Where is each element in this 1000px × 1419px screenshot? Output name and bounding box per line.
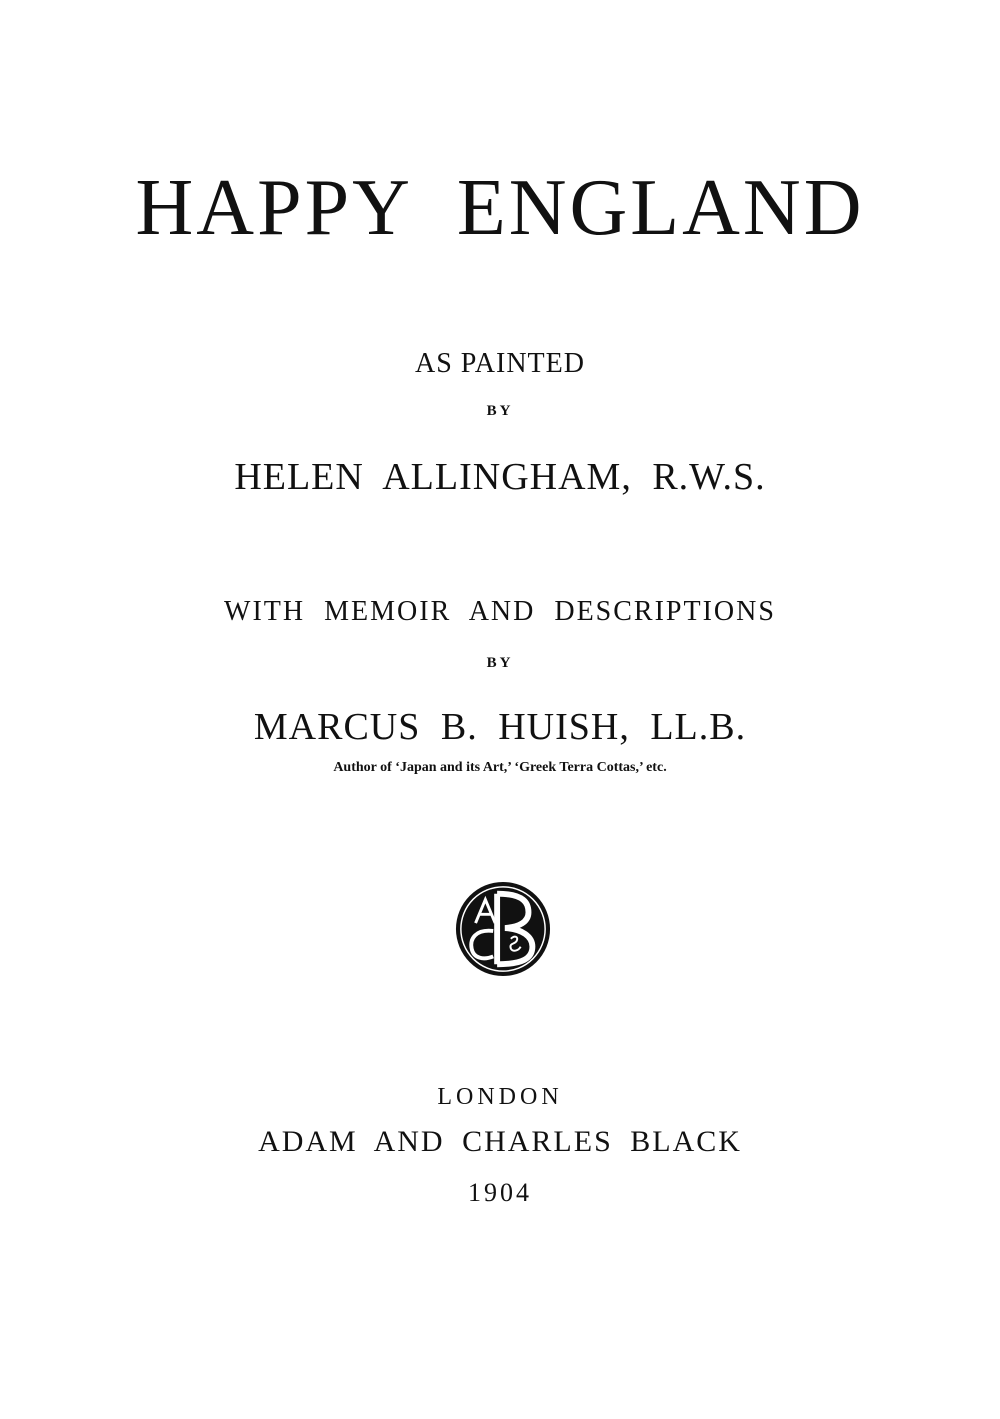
author-name: MARCUS B. HUISH, LL.B. xyxy=(253,706,747,748)
by-label-artist: BY xyxy=(486,403,514,419)
memoir-line: WITH MEMOIR AND DESCRIPTIONS xyxy=(224,596,776,627)
by-label-author: BY xyxy=(486,655,514,671)
author-credentials: Author of ‘Japan and its Art,’ ‘Greek Terra Cottas,’ etc. xyxy=(333,760,667,775)
imprint-city: LONDON xyxy=(437,1084,563,1110)
publisher-monogram-icon xyxy=(454,880,552,978)
subtitle: AS PAINTED xyxy=(415,348,585,379)
book-title: HAPPY ENGLAND xyxy=(135,164,865,252)
imprint-year: 1904 xyxy=(468,1178,532,1207)
imprint-publisher: ADAM AND CHARLES BLACK xyxy=(258,1125,742,1158)
artist-name: HELEN ALLINGHAM, R.W.S. xyxy=(234,456,766,498)
